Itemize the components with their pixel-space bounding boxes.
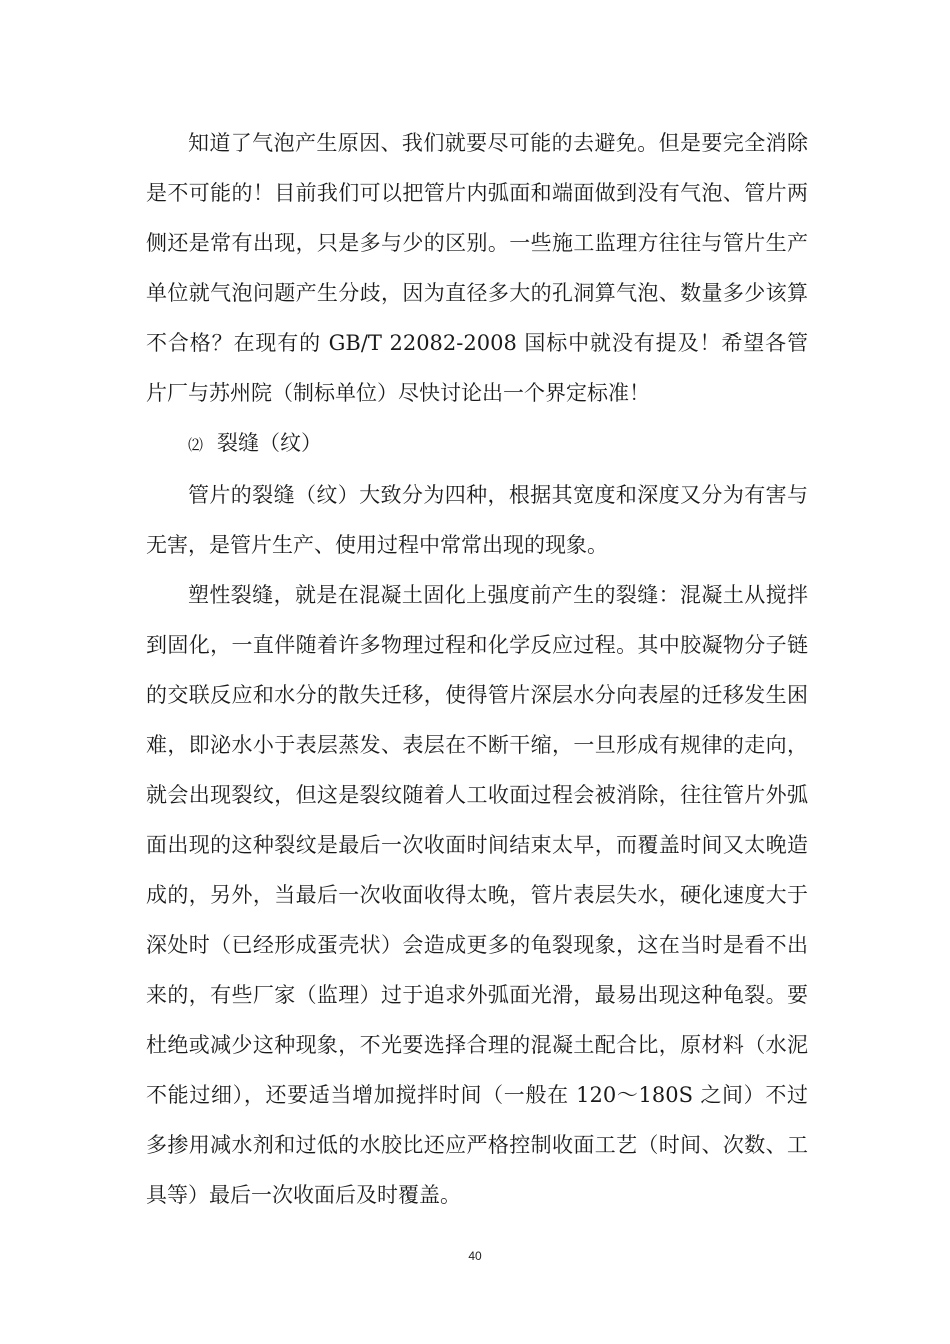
paragraph-crack-types: 管片的裂缝（纹）大致分为四种，根据其宽度和深度又分为有害与无害，是管片生产、使用过程中常常出现的现象。 [146, 483, 808, 557]
section-title: 裂缝（纹） [217, 431, 323, 455]
section-heading-cracks [146, 418, 808, 470]
page-content [146, 118, 808, 1220]
section-number: ⑵ [188, 436, 204, 454]
page-number: 40 [468, 1249, 482, 1263]
paragraph-plastic-cracks: 塑性裂缝，就是在混凝土固化上强度前产生的裂缝：混凝土从搅拌到固化，一直伴随着许多物理过程和化学反应过程。其中胶凝物分子链的交联反应和水分的散失迁移，使得管片深层水分向表屋的迁移发生困难，即泌水小于表层蒸发、表层在不断干缩，一旦形成有规律的走向，就会出现裂纹，但这是裂纹随着人工收面过程会被消除，往往管片外弧面出现的这种裂纹是最后一次收面时间结束太早，而覆盖时间又太晚造成的，另外，当最后一次收面收得太晚，管片表层失水，硬化速度大于深处时（已经形成蛋壳状）会造成更多的龟裂现象，这在当时是看不出来的，有些厂家（监理）过于追求外弧面光滑，最易出现这种龟裂。要杜绝或减少这种现象，不光要选择合理的混凝土配合比，原材料（水泥不能过细），还要适当增加搅拌时间（一般在 120～180S 之间）不过多掺用减水剂和过低的水胶比还应严格控制收面工艺（时间、次数、工具等）最后一次收面后及时覆盖。 [146, 583, 808, 1207]
paragraph-bubbles: 知道了气泡产生原因、我们就要尽可能的去避免。但是要完全消除是不可能的！目前我们可以把管片内弧面和端面做到没有气泡、管片两侧还是常有出现，只是多与少的区别。一些施工监理方往往与管片生产单位就气泡问题产生分歧，因为直径多大的孔洞算气泡、数量多少该算不合格？在现有的 GB/T 22082-2008 国标中就没有提及！希望各管片厂与苏州院（制标单位）尽快讨论出一个界定标准！ [146, 131, 808, 405]
